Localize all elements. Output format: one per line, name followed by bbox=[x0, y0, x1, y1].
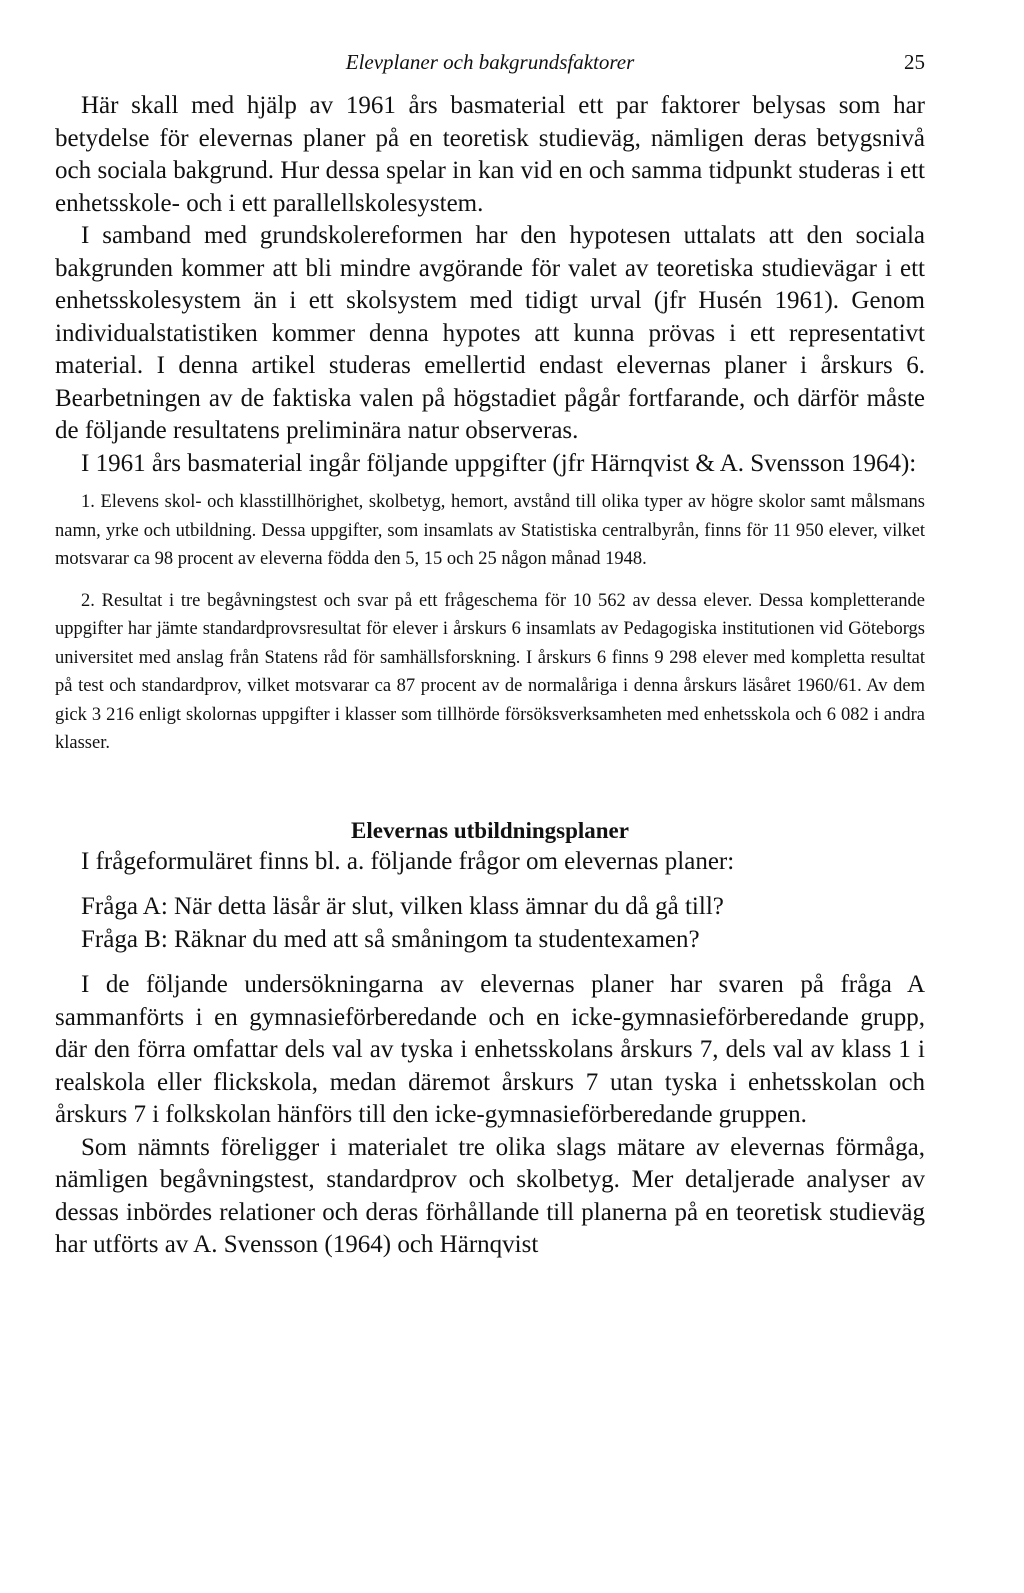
question-list bbox=[55, 891, 925, 956]
paragraph-1: Här skall med hjälp av 1961 års basmaterial ett par faktorer belysas som har betydelse för elevernas planer på en teoretisk studieväg, nämligen deras betygsnivå och sociala bakgrund. Hur dessa spelar in kan vid en och samma tidpunkt studeras i ett enhetsskole- och i ett parallellskolesystem. bbox=[55, 92, 925, 217]
paragraph-2: I samband med grundskolereformen har den hypotesen uttalats att den sociala bakgrunden kommer att bli mindre avgörande för valet av teoretiska studievägar i ett enhetsskolesystem än i ett skolsystem med tidigt urval (jfr Husén 1961). Genom individualstatistiken kommer denna hypotes att kunna prövas i ett representativt material. I denna artikel studeras emellertid endast elevernas planer i årskurs 6. Bearbetningen av de faktiska valen på högstadiet pågår fortfarande, och därför måste de följande resultatens preliminära natur observeras. bbox=[55, 222, 925, 444]
page-number: 25 bbox=[904, 50, 925, 74]
question-b: Fråga B: Räknar du med att så småningom ta studentexamen? bbox=[81, 925, 700, 953]
question-a: Fråga A: När detta läsår är slut, vilken klass ämnar du då gå till? bbox=[81, 893, 724, 920]
paragraph-4: I de följande undersökningarna av elevernas planer har svaren på fråga A sammanförts i en gymnasieförberedande och en icke-gymnasieförberedande grupp, där den förra omfattar dels val av tyska i enhetsskolans årskurs 7, dels val av klass 1 i realskola eller flickskola, medan däremot årskurs 7 utan tyska i enhetsskolan och årskurs 7 i folkskolan hänförs till den icke-gymnasieförberedande gruppen. bbox=[55, 971, 925, 1128]
paragraph-3: I 1961 års basmaterial ingår följande uppgifter (jfr Härnqvist & A. Svensson 1964): bbox=[81, 449, 917, 477]
section-heading: Elevernas utbildningsplaner bbox=[351, 817, 629, 843]
running-head bbox=[55, 50, 925, 90]
list-item-2: 2. Resultat i tre begåvningstest och svar på ett frågeschema för 10 562 av dessa elever. Dessa kompletterande uppgifter har jämte standardprovsresultat för elever i årskurs 6 insamlats av Pedagogiska institutionen vid Göteborgs universitet med anslag från Statens råd för samhällsforskning. I årskurs 6 finns 9 298 elever med kompletta resultat på test och standardprov, vilket motsvarar ca 87 procent av de normalåriga i denna årskurs läsåret 1960/61. Av dem gick 3 216 enligt skolornas uppgifter i klasser som tillhörde försöksverksamheten med enhetsskola och 6 082 i andra klasser. bbox=[55, 590, 925, 753]
running-title: Elevplaner och bakgrundsfaktorer bbox=[345, 50, 635, 74]
list-item-1: 1. Elevens skol- och klasstillhörighet, skolbetyg, hemort, avstånd till olika typer av högre skolor samt målsmans namn, yrke och utbildning. Dessa uppgifter, som insamlats av Statistiska centralbyrån, finns för 11 950 elever, vilket motsvarar ca 98 procent av eleverna födda den 5, 15 och 25 någon månad 1948. bbox=[55, 492, 925, 569]
paragraph-5: Som nämnts föreligger i materialet tre olika slags mätare av elevernas förmåga, nämligen begåvningstest, standardprov och skolbetyg. Mer detaljerade analyser av dessas inbördes relationer och deras förhållande till planerna på en teoretisk studieväg har utförts av A. Svensson (1964) och Härnqvist bbox=[55, 1133, 925, 1258]
section-intro: I frågeformuläret finns bl. a. följande frågor om elevernas planer: bbox=[81, 847, 735, 875]
document-page bbox=[55, 50, 925, 1262]
